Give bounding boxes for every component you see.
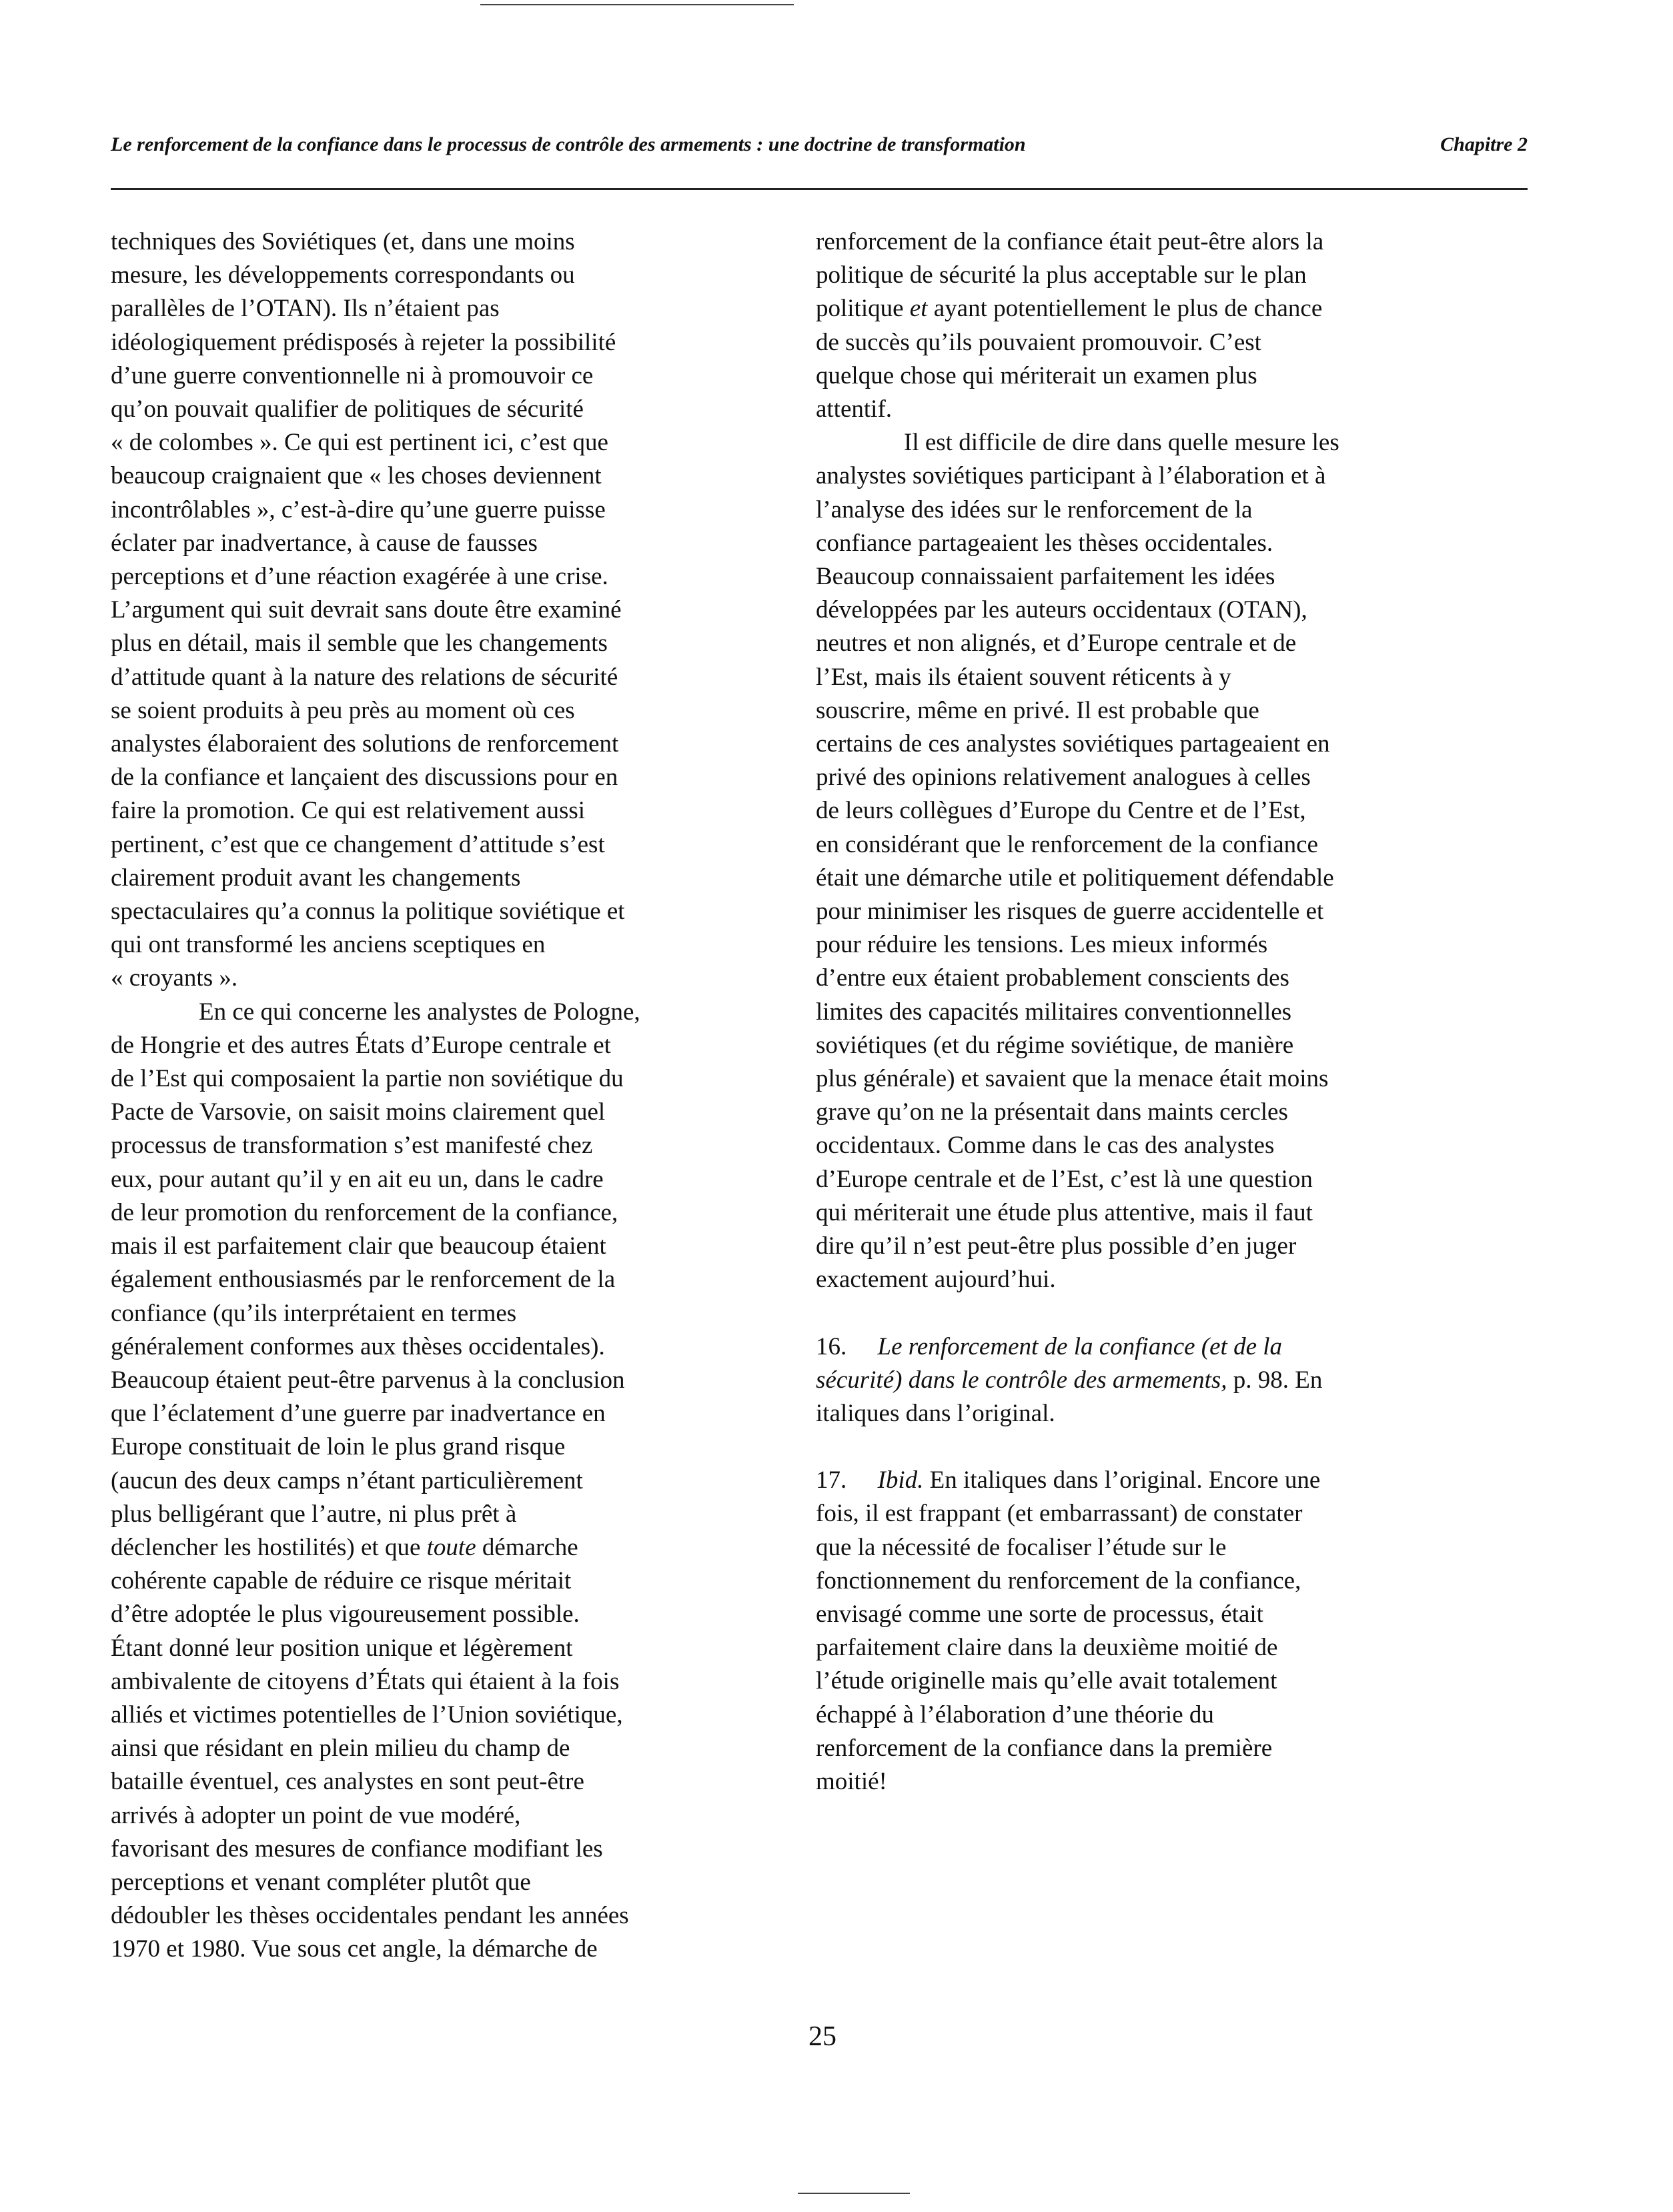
text-line-with-emphasis <box>111 1531 719 1564</box>
text-line: confiance partageaient les thèses occidentales. <box>816 529 1273 557</box>
text-line: L’argument qui suit devrait sans doute être examiné <box>111 596 622 624</box>
text-line: spectaculaires qu’a connus la politique soviétique et <box>111 898 625 926</box>
running-header-chapter: Chapitre 2 <box>1440 133 1528 155</box>
text-line: de leur promotion du renforcement de la confiance, <box>111 1198 618 1226</box>
text-line: cohérente capable de réduire ce risque méritait <box>111 1567 572 1595</box>
text-line: était une démarche utile et politiquement défendable <box>816 864 1334 892</box>
footnote-line <box>816 1330 1424 1364</box>
text-line: « croyants ». <box>111 964 238 992</box>
text-line: d’Europe centrale et de l’Est, c’est là une question <box>816 1165 1313 1193</box>
text-line: mesure, les développements correspondants ou <box>111 261 575 289</box>
text-line: « de colombes ». Ce qui est pertinent ici, c’est que <box>111 429 608 457</box>
text-line: plus belligérant que l’autre, ni plus prêt à <box>111 1500 517 1528</box>
footnote-line: échappé à l’élaboration d’une théorie du <box>816 1701 1214 1729</box>
footnote-line: italiques dans l’original. <box>816 1399 1055 1427</box>
footnote-17 <box>816 1464 1424 1799</box>
text-line: pertinent, c’est que ce changement d’attitude s’est <box>111 830 605 858</box>
text-line: en considérant que le renforcement de la confiance <box>816 830 1318 858</box>
text-line: arrivés à adopter un point de vue modéré, <box>111 1801 521 1829</box>
text-line: pour réduire les tensions. Les mieux informés <box>816 931 1268 959</box>
footnote-line: renforcement de la confiance dans la première <box>816 1734 1273 1762</box>
text-line: perceptions et d’une réaction exagérée à une crise. <box>111 563 608 591</box>
text-line: renforcement de la confiance était peut-être alors la <box>816 228 1324 255</box>
text-line: Europe constituait de loin le plus grand risque <box>111 1433 566 1461</box>
footnote-text: p. 98. En <box>1233 1366 1323 1394</box>
footnote-line: envisagé comme une sorte de processus, était <box>816 1600 1263 1628</box>
text-line: qui mériterait une étude plus attentive, mais il faut <box>816 1198 1313 1226</box>
text-line: occidentaux. Comme dans le cas des analystes <box>816 1132 1275 1160</box>
spacer <box>816 1297 1424 1330</box>
text-line: Beaucoup étaient peut-être parvenus à la conclusion <box>111 1366 625 1394</box>
text-line: confiance (qu’ils interprétaient en termes <box>111 1299 517 1327</box>
left-column <box>111 225 719 1967</box>
text-line: plus en détail, mais il semble que les changements <box>111 630 608 658</box>
text-line: souscrire, même en privé. Il est probable que <box>816 696 1259 724</box>
footnote-line: parfaitement claire dans la deuxième moitié de <box>816 1634 1278 1662</box>
text-line: limites des capacités militaires conventionnelles <box>816 998 1292 1026</box>
text-line: mais il est parfaitement clair que beaucoup étaient <box>111 1232 606 1260</box>
footnote-line <box>816 1364 1424 1397</box>
text-line: exactement aujourd’hui. <box>816 1266 1056 1294</box>
text-line: de la confiance et lançaient des discussions pour en <box>111 764 618 792</box>
text-line: dédoubler les thèses occidentales pendant les années <box>111 1902 629 1930</box>
text-line: de Hongrie et des autres États d’Europe centrale et <box>111 1031 611 1059</box>
text-line: ambivalente de citoyens d’États qui étaient à la fois <box>111 1667 620 1695</box>
text-line: favorisant des mesures de confiance modifiant les <box>111 1835 603 1863</box>
text-line: politique de sécurité la plus acceptable sur le plan <box>816 261 1307 289</box>
text-line: 1970 et 1980. Vue sous cet angle, la démarche de <box>111 1935 598 1963</box>
spacer <box>816 1430 1424 1464</box>
text-line: l’Est, mais ils étaient souvent réticents à y <box>816 663 1231 691</box>
text-line: de leurs collègues d’Europe du Centre et de l’Est, <box>816 797 1306 825</box>
paragraph-start-line: Il est difficile de dire dans quelle mesure les <box>904 429 1339 457</box>
text-line: certains de ces analystes soviétiques partageaient en <box>816 730 1330 758</box>
text-line: (aucun des deux camps n’étant particulièrement <box>111 1466 583 1494</box>
text-line: Étant donné leur position unique et légèrement <box>111 1634 573 1662</box>
text-line: grave qu’on ne la présentait dans maints cercles <box>816 1098 1288 1126</box>
text-line: ainsi que résidant en plein milieu du champ de <box>111 1735 570 1763</box>
emphasis-word: et <box>909 295 928 323</box>
footnote-line: fonctionnement du renforcement de la confiance, <box>816 1566 1301 1594</box>
text-line: d’une guerre conventionnelle ni à promouvoir ce <box>111 361 594 389</box>
text-line: privé des opinions relativement analogues à celles <box>816 764 1311 792</box>
running-header <box>111 133 1528 173</box>
text-line: l’analyse des idées sur le renforcement de la <box>816 495 1253 523</box>
text-line: techniques des Soviétiques (et, dans une moins <box>111 228 575 255</box>
emphasis-word: toute <box>426 1533 476 1561</box>
text-line: bataille éventuel, ces analystes en sont peut-être <box>111 1768 584 1796</box>
text-line: perceptions et venant compléter plutôt que <box>111 1868 531 1896</box>
text-segment: déclencher les hostilités) et que <box>111 1533 421 1561</box>
text-line: eux, pour autant qu’il y en ait eu un, dans le cadre <box>111 1165 604 1193</box>
text-line: faire la promotion. Ce qui est relativement aussi <box>111 797 586 825</box>
text-line: qu’on pouvait qualifier de politiques de sécurité <box>111 395 584 423</box>
text-line: dire qu’il n’est peut-être plus possible d’en juger <box>816 1232 1297 1260</box>
text-line: éclater par inadvertance, à cause de fausses <box>111 529 538 557</box>
text-line-with-emphasis <box>816 292 1424 325</box>
text-line: d’entre eux étaient probablement conscients des <box>816 964 1289 992</box>
text-line: soviétiques (et du régime soviétique, de manière <box>816 1031 1294 1059</box>
text-segment: démarche <box>482 1533 578 1561</box>
right-column <box>816 225 1424 1799</box>
footnote-text: En italiques dans l’original. Encore une <box>929 1466 1321 1494</box>
footnote-ibid: Ibid. <box>877 1466 924 1494</box>
text-line: de l’Est qui composaient la partie non soviétique du <box>111 1065 624 1093</box>
text-line: que l’éclatement d’une guerre par inadvertance en <box>111 1400 606 1428</box>
footnote-number: 16. <box>816 1332 847 1360</box>
footnote-number: 17. <box>816 1466 847 1494</box>
text-line: pour minimiser les risques de guerre accidentelle et <box>816 898 1324 926</box>
text-line: analystes soviétiques participant à l’élaboration et à <box>816 462 1326 490</box>
text-line: se soient produits à peu près au moment où ces <box>111 696 575 724</box>
text-segment: ayant potentiellement le plus de chance <box>933 295 1323 323</box>
text-line: beaucoup craignaient que « les choses deviennent <box>111 462 602 490</box>
text-line: d’attitude quant à la nature des relations de sécurité <box>111 663 618 691</box>
text-line: attentif. <box>816 395 893 423</box>
text-line: plus générale) et savaient que la menace était moins <box>816 1065 1329 1093</box>
text-line: clairement produit avant les changements <box>111 864 521 892</box>
page-number: 25 <box>808 2021 836 2052</box>
text-line: analystes élaboraient des solutions de renforcement <box>111 730 619 758</box>
header-rule <box>111 188 1528 190</box>
text-line: Beaucoup connaissaient parfaitement les idées <box>816 563 1275 591</box>
text-line: idéologiquement prédisposés à rejeter la possibilité <box>111 328 616 356</box>
footnote-title: Le renforcement de la confiance (et de la <box>877 1332 1283 1360</box>
footnote-line: l’étude originelle mais qu’elle avait totalement <box>816 1667 1277 1695</box>
text-line: qui ont transformé les anciens sceptiques en <box>111 931 546 959</box>
top-edge-rule <box>480 4 794 5</box>
text-line: généralement conformes aux thèses occidentales). <box>111 1332 605 1360</box>
paragraph-start-line: En ce qui concerne les analystes de Pologne, <box>199 998 640 1026</box>
text-line: de succès qu’ils pouvaient promouvoir. C’est <box>816 328 1261 356</box>
text-line: alliés et victimes potentielles de l’Union soviétique, <box>111 1701 623 1729</box>
footnote-line: que la nécessité de focaliser l’étude sur le <box>816 1533 1227 1561</box>
text-line: neutres et non alignés, et d’Europe centrale et de <box>816 630 1297 658</box>
text-line: développées par les auteurs occidentaux (OTAN), <box>816 596 1307 624</box>
text-line: incontrôlables », c’est-à-dire qu’une guerre puisse <box>111 495 606 523</box>
text-segment: politique <box>816 295 904 323</box>
footnote-line: moitié! <box>816 1767 887 1795</box>
text-line: également enthousiasmés par le renforcement de la <box>111 1266 616 1294</box>
footnote-16 <box>816 1330 1424 1431</box>
text-line: d’être adoptée le plus vigoureusement possible. <box>111 1600 580 1628</box>
text-line: Pacte de Varsovie, on saisit moins clairement quel <box>111 1098 606 1126</box>
text-line: processus de transformation s’est manifesté chez <box>111 1132 593 1160</box>
bottom-edge-rule <box>798 2193 910 2194</box>
running-header-title: Le renforcement de la confiance dans le processus de contrôle des armements : une doctrine de transformation <box>111 133 1026 155</box>
footnote-title: sécurité) dans le contrôle des armements, <box>816 1366 1227 1394</box>
text-line: quelque chose qui mériterait un examen plus <box>816 361 1257 389</box>
footnote-line: fois, il est frappant (et embarrassant) de constater <box>816 1500 1303 1528</box>
text-line: parallèles de l’OTAN). Ils n’étaient pas <box>111 295 500 323</box>
footnote-line <box>816 1464 1424 1497</box>
